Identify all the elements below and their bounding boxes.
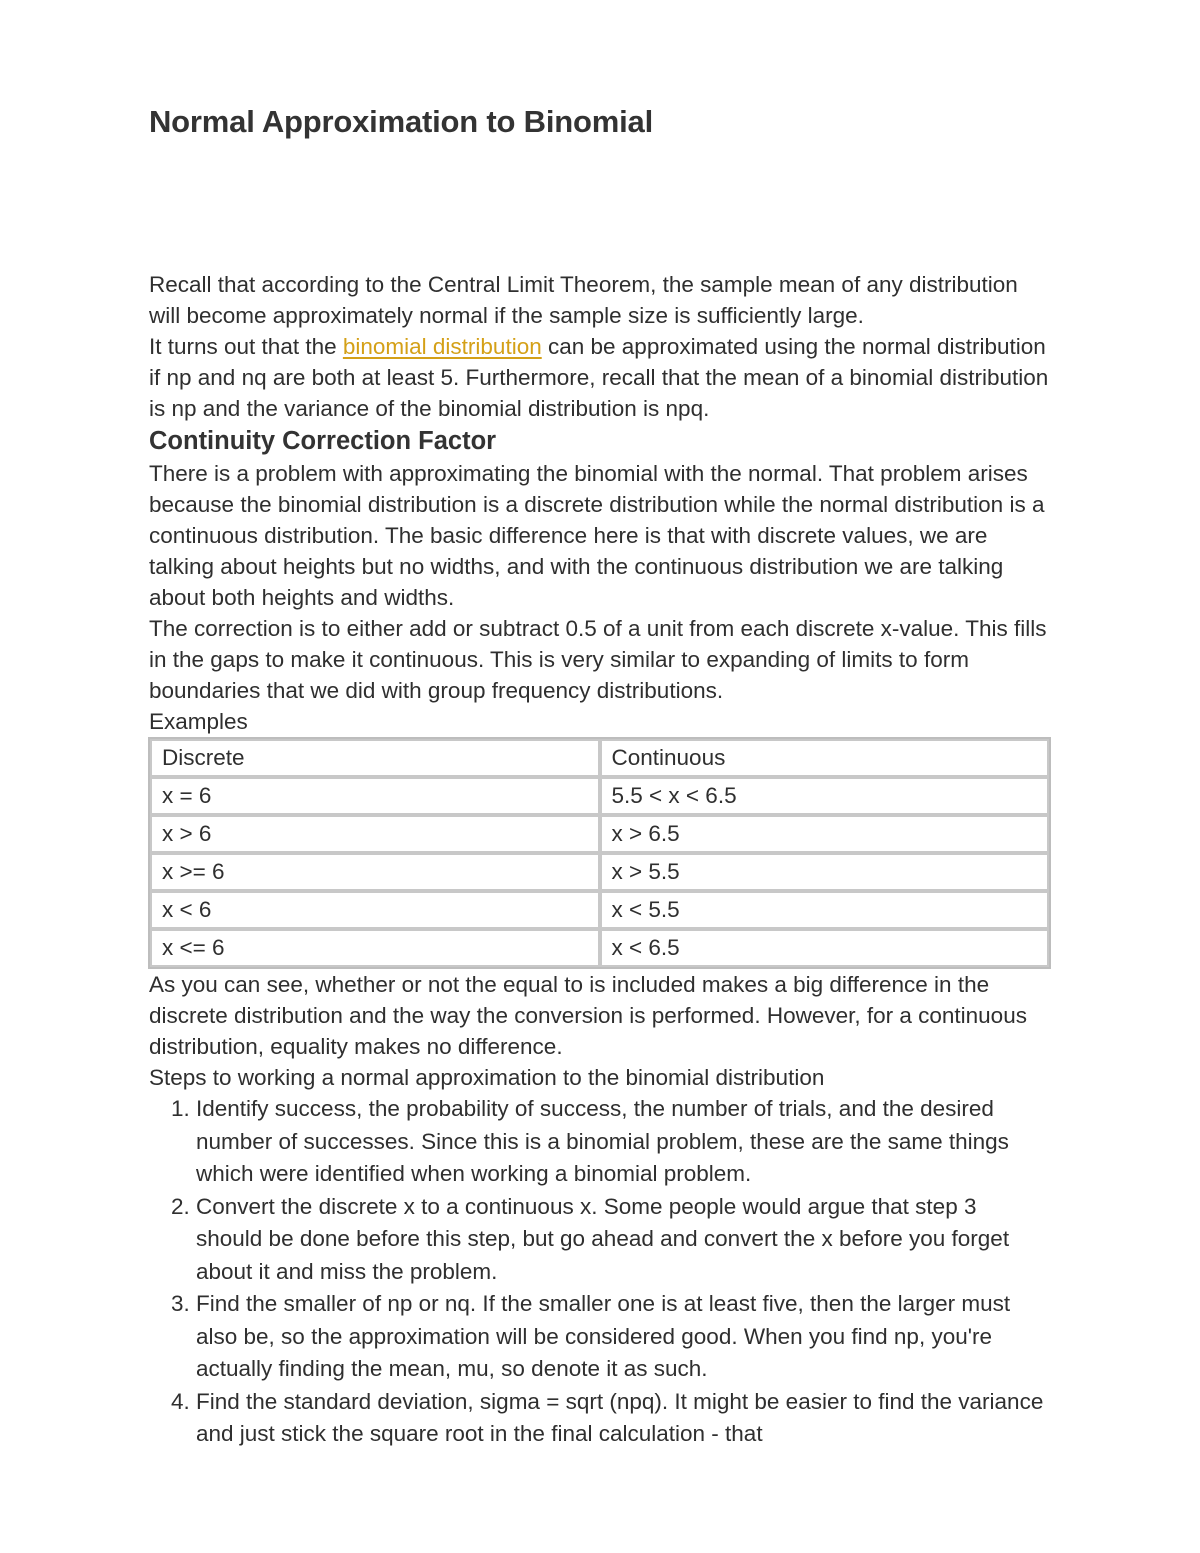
- table-header-cell: Continuous: [600, 739, 1050, 777]
- intro-paragraph-2-end: can be approximated using the normal distribution if np and nq are both at least 5. Furthermore, recall that the mean of a binomial distribution is np and the variance of the binomial distribution is npq.: [149, 334, 1049, 421]
- table-row: [150, 929, 1049, 967]
- steps-list: [149, 1093, 1049, 1451]
- after-table-paragraph: As you can see, whether or not the equal to is included makes a big difference in the discrete distribution and the way the conversion is performed. However, for a continuous distribution, equality makes no difference.: [149, 972, 1027, 1059]
- binomial-distribution-link[interactable]: binomial distribution: [342, 334, 542, 359]
- section-heading: Continuity Correction Factor: [149, 427, 497, 455]
- steps-intro: Steps to working a normal approximation to the binomial distribution: [149, 1065, 825, 1090]
- table-cell-discrete: x <= 6: [150, 929, 600, 967]
- table-cell-continuous: 5.5 < x < 6.5: [600, 777, 1050, 815]
- intro-paragraph-1: Recall that according to the Central Limit Theorem, the sample mean of any distribution will become approximately normal if the sample size is sufficiently large.: [149, 272, 1018, 328]
- list-item: 4. Find the standard deviation, sigma = sqrt (npq). It might be easier to find the variance and just stick the square root in the final calculation - that: [196, 1386, 1049, 1451]
- table-cell-continuous: x > 6.5: [600, 815, 1050, 853]
- intro-paragraph-2-start: It turns out that the: [149, 334, 343, 359]
- examples-label: Examples: [149, 709, 248, 734]
- section-paragraph-1: There is a problem with approximating the binomial with the normal. That problem arises because the binomial distribution is a discrete distribution while the normal distribution is a continuous distribution. The basic difference here is that with discrete values, we are talking about heights but no widths, and with the continuous distribution we are talking about both heights and widths.: [149, 461, 1045, 610]
- table-cell-continuous: x < 5.5: [600, 891, 1050, 929]
- table-cell-continuous: x < 6.5: [600, 929, 1050, 967]
- table-header-cell: Discrete: [150, 739, 600, 777]
- table-row: [150, 853, 1049, 891]
- intro-paragraph-2: [149, 331, 1049, 424]
- page-title: Normal Approximation to Binomial: [149, 104, 653, 139]
- table-cell-discrete: x < 6: [150, 891, 600, 929]
- table-cell-discrete: x >= 6: [150, 853, 600, 891]
- examples-table: [148, 737, 1051, 969]
- document-body: [149, 269, 1049, 1451]
- table-row: [150, 891, 1049, 929]
- table-row: [150, 815, 1049, 853]
- list-item: 1. Identify success, the probability of success, the number of trials, and the desired number of successes. Since this is a binomial problem, these are the same things which were identified when working a binomial problem.: [196, 1093, 1049, 1191]
- table-header-row: [150, 739, 1049, 777]
- section-paragraph-2: The correction is to either add or subtract 0.5 of a unit from each discrete x-value. This fills in the gaps to make it continuous. This is very similar to expanding of limits to form boundaries that we did with group frequency distributions.: [149, 616, 1047, 703]
- list-item: 2. Convert the discrete x to a continuous x. Some people would argue that step 3 should be done before this step, but go ahead and convert the x before you forget about it and miss the problem.: [196, 1191, 1049, 1289]
- list-item: 3. Find the smaller of np or nq. If the smaller one is at least five, then the larger must also be, so the approximation will be considered good. When you find np, you're actually finding the mean, mu, so denote it as such.: [196, 1288, 1049, 1386]
- table-row: [150, 777, 1049, 815]
- table-cell-continuous: x > 5.5: [600, 853, 1050, 891]
- table-cell-discrete: x > 6: [150, 815, 600, 853]
- table-cell-discrete: x = 6: [150, 777, 600, 815]
